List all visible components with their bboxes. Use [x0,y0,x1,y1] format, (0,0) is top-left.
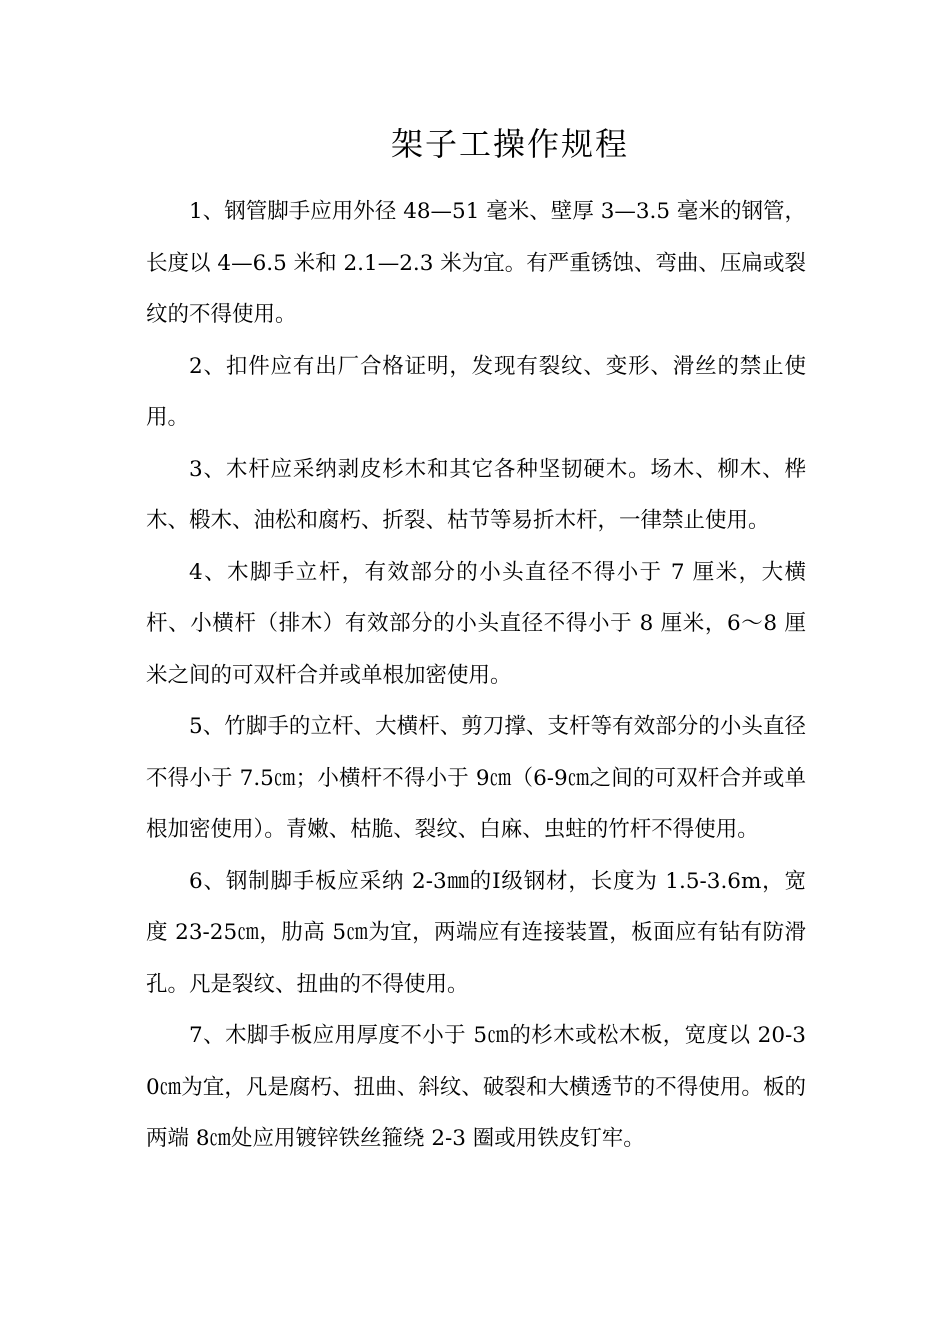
paragraph-1: 1、钢管脚手应用外径 48—51 毫米、壁厚 3—3.5 毫米的钢管，长度以 4—6.5 米和 2.1—2.3 米为宜。有严重锈蚀、弯曲、压扁或裂纹的不得使用。 [146,199,806,327]
paragraph-6: 6、钢制脚手板应采纳 2-3㎜的Ⅰ级钢材，长度为 1.5-3.6m，宽度 23-25㎝，肋高 5㎝为宜，两端应有连接装置，板面应有钻有防滑孔。凡是裂纹、扭曲的不得使用。 [146,868,806,997]
document-title: 架子工操作规程 [390,125,629,163]
document-body [146,186,806,1165]
paragraph-4: 4、木脚手立杆，有效部分的小头直径不得小于 7 厘米，大横杆、小横杆（排木）有效部分的小头直径不得小于 8 厘米，6～8 厘米之间的可双杆合并或单根加密使用。 [146,559,806,688]
paragraph-3: 3、木杆应采纳剥皮杉木和其它各种坚韧硬木。场木、柳木、桦木、椴木、油松和腐朽、折裂、枯节等易折木杆，一律禁止使用。 [146,456,806,533]
paragraph-2: 2、扣件应有出厂合格证明，发现有裂纹、变形、滑丝的禁止使用。 [146,353,806,430]
paragraph-5: 5、竹脚手的立杆、大横杆、剪刀撑、支杆等有效部分的小头直径不得小于 7.5㎝；小横杆不得小于 9㎝（6-9㎝之间的可双杆合并或单根加密使用）。青嫩、枯脆、裂纹、白麻、虫蛀的竹杆不得使用。 [146,714,806,842]
paragraph-7: 7、木脚手板应用厚度不小于 5㎝的杉木或松木板，宽度以 20-30㎝为宜，凡是腐朽、扭曲、斜纹、破裂和大横透节的不得使用。板的两端 8㎝处应用镀锌铁丝箍绕 2-3 圈或用铁皮钉牢。 [146,1023,806,1151]
